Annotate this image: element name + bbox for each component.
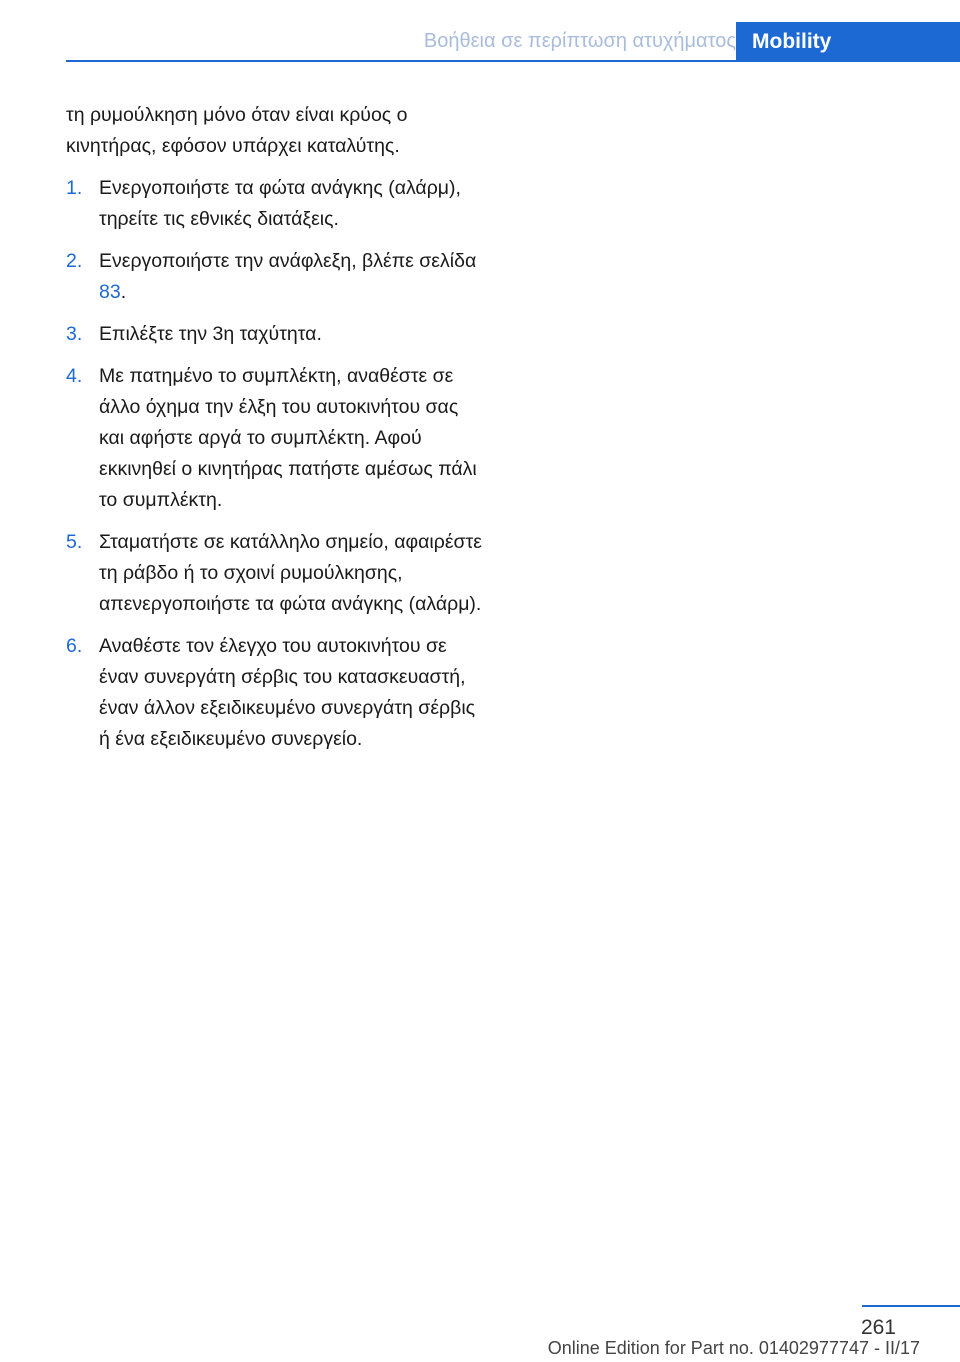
step-text: Ενεργοποιήστε την ανάφλεξη, βλέπε σελίδα [99,250,477,272]
list-item-step-5 [66,527,486,620]
list-item-step-2 [66,246,486,308]
list-item-step-3 [66,319,486,350]
step-number: 6. [66,635,83,657]
step-text: Αναθέστε τον έλεγχο του αυτοκινήτου σε έναν συνεργάτη σέρβις του κατασκευαστή, έναν άλλον εξειδικευμένο συνεργάτη σέρβις ή ένα εξειδικευμένο συνεργείο. [99,635,476,750]
step-number: 4. [66,365,83,387]
page-header [66,22,960,62]
step-text: Σταματήστε σε κατάλληλο σημείο, αφαιρέστε τη ράβδο ή το σχοινί ρυμούλκησης, απενεργοποιήστε τα φώτα ανάγκης (αλάρμ). [99,531,482,615]
step-text: Επιλέξτε την 3η ταχύτητα. [99,323,322,345]
step-number: 3. [66,323,83,345]
step-number: 2. [66,250,83,272]
step-number: 5. [66,531,83,553]
intro-paragraph: τη ρυμούλκηση μόνο όταν είναι κρύος ο κινητήρας, εφόσον υπάρχει καταλύτης. [66,104,408,157]
chapter-tab: Mobility [736,22,960,62]
list-item-step-6 [66,631,486,755]
page-number: 261 [860,1316,896,1339]
list-item-step-1 [66,173,486,235]
step-text-end: . [120,281,127,303]
main-content [66,100,486,766]
steps-list [66,173,486,755]
step-text: Με πατημένο το συμπλέκτη, αναθέστε σε άλλο όχημα την έλξη του αυτοκινήτου σας και αφήστε αργά το συμπλέκτη. Αφού εκκινηθεί ο κινητήρας πατήστε αμέσως πάλι το συμπλέκτη. [99,365,477,511]
step-text: Ενεργοποιήστε τα φώτα ανάγκης (αλάρμ), τηρείτε τις εθνικές διατάξεις. [99,177,461,230]
page-reference-link[interactable]: 83 [99,281,121,303]
list-item-step-4 [66,361,486,516]
footer-divider [862,1305,960,1307]
edition-note: Online Edition for Part no. 01402977747 - II/17 [547,1338,920,1358]
section-title: Βοήθεια σε περίπτωση ατυχήματος [423,30,736,52]
header-divider [66,60,736,62]
step-number: 1. [66,177,83,199]
